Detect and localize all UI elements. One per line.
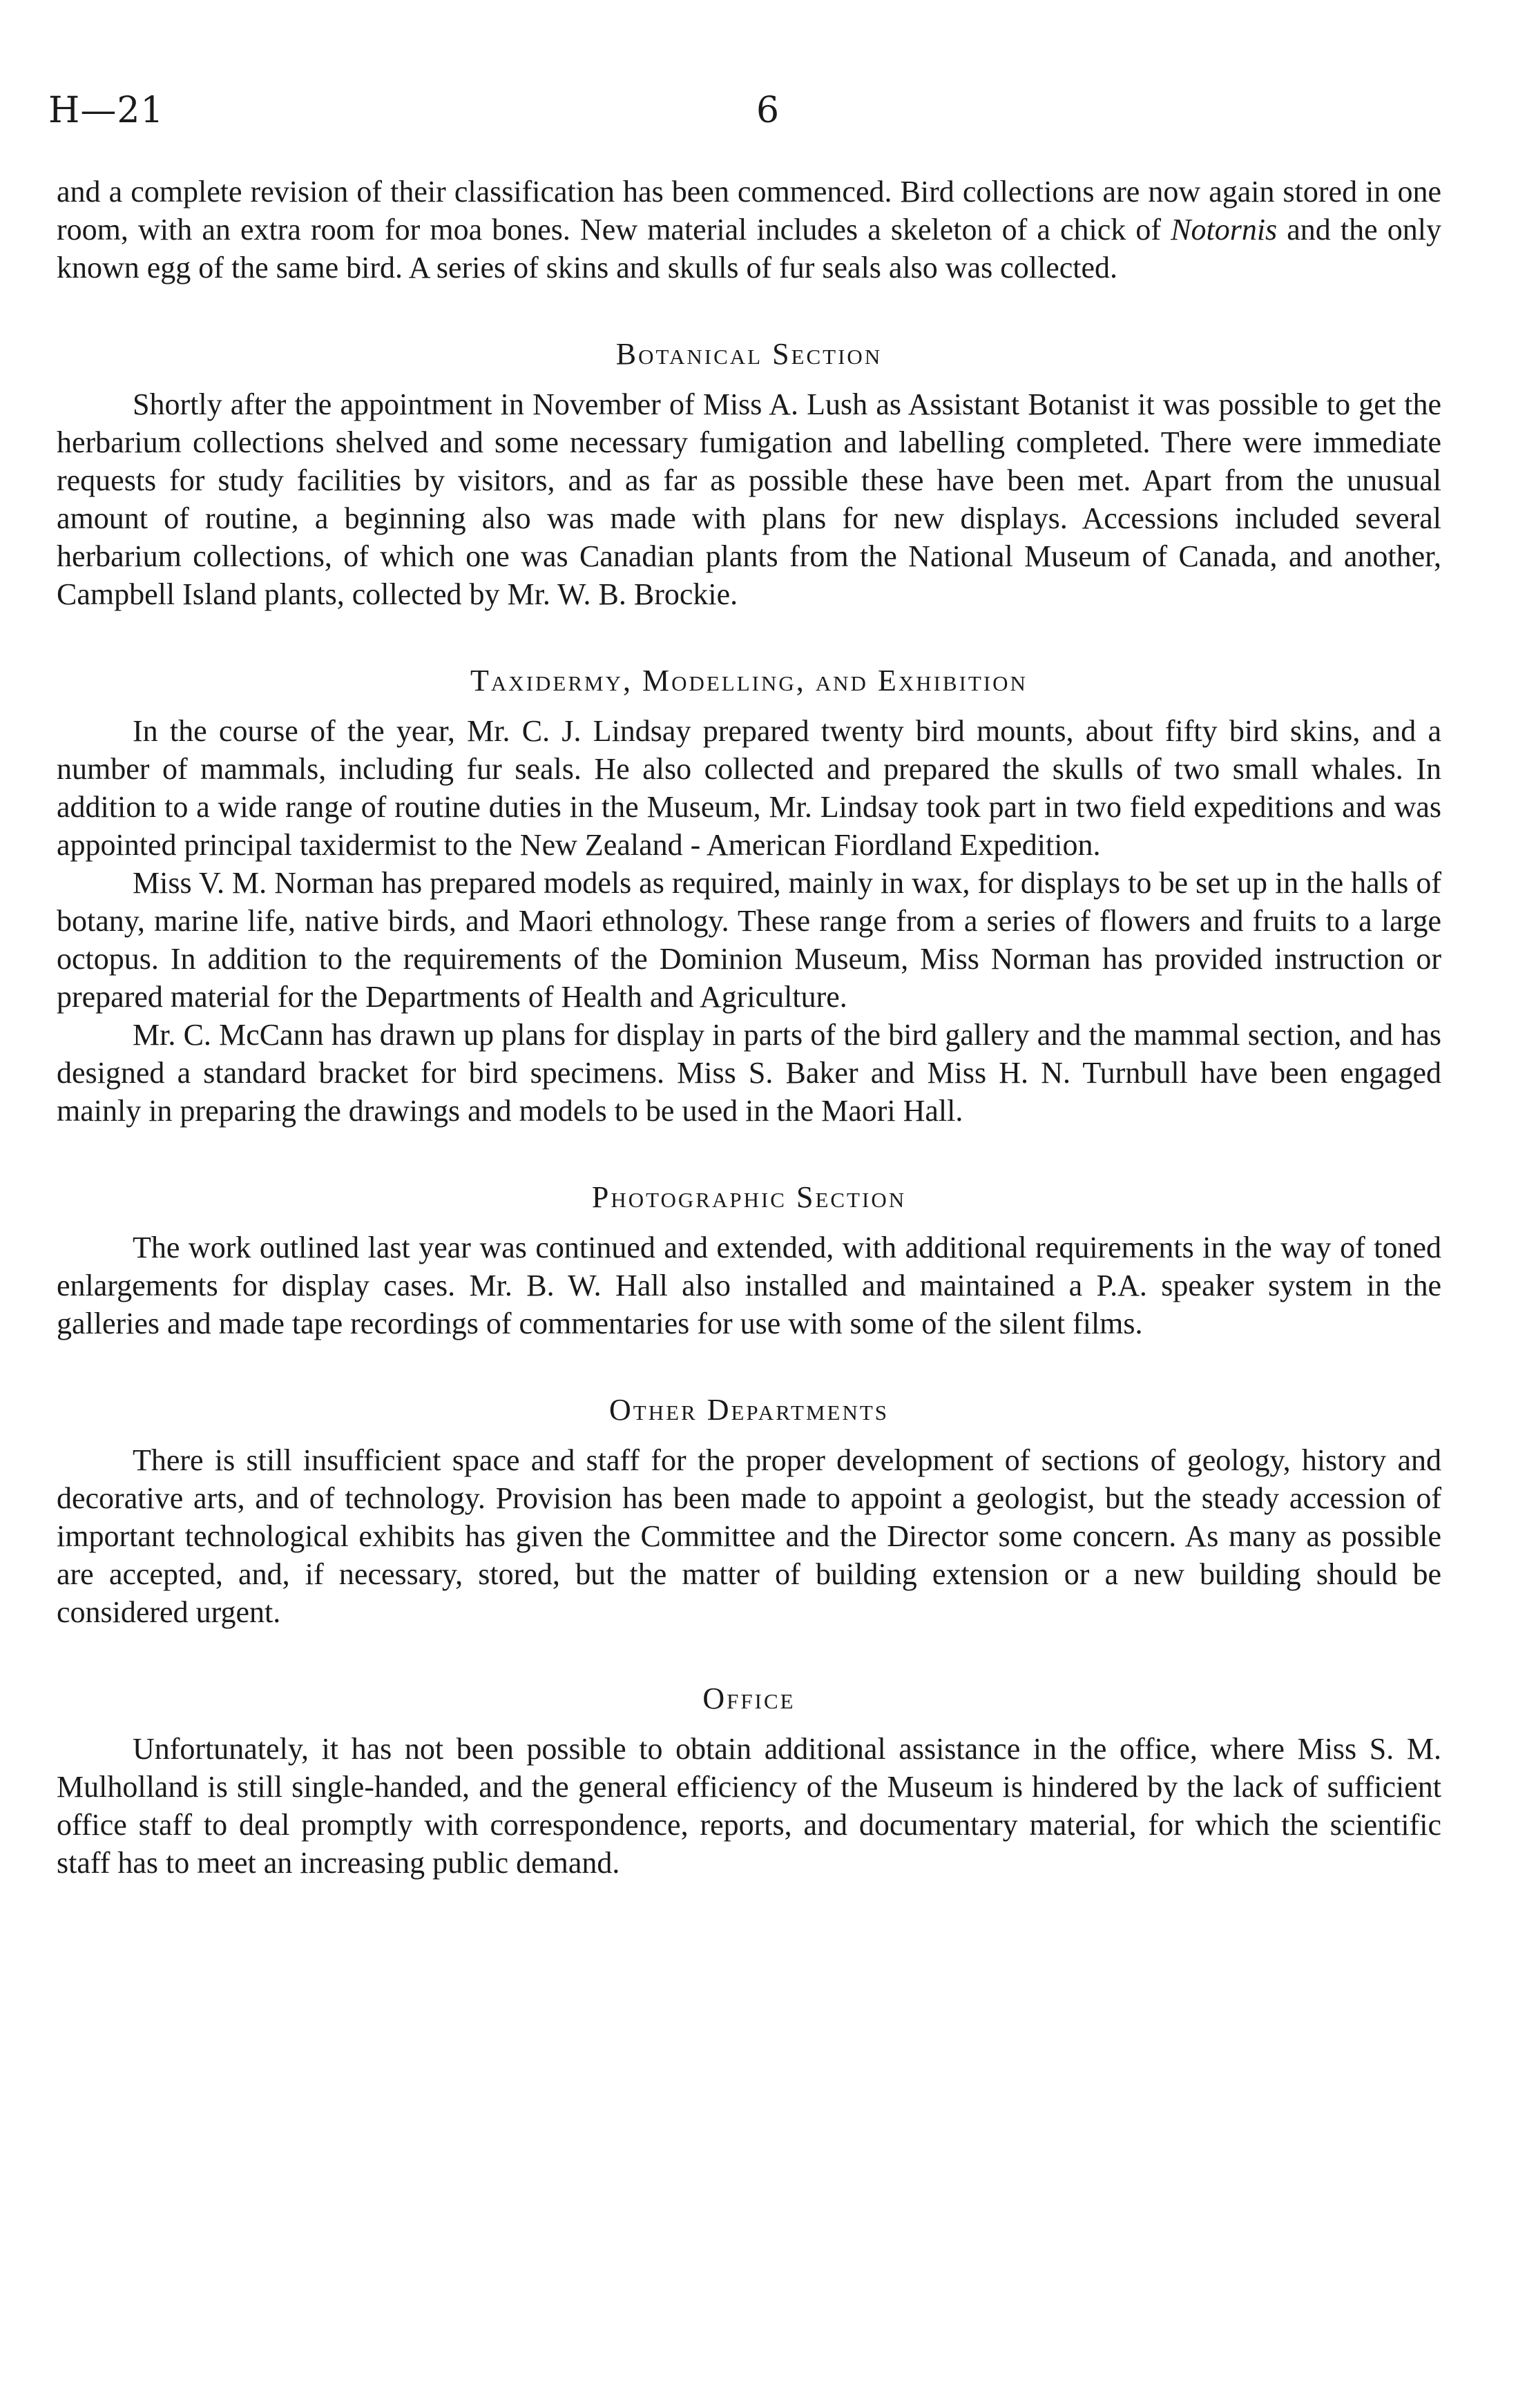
taxidermy-paragraph-3: Mr. C. McCann has drawn up plans for display in parts of the bird gallery and the mammal section, and has designed a standard bracket for bird specimens. Miss S. Baker and Miss H. N. Turnbull have been engaged mainly in preparing the drawings and models to be used in the Maori Hall.: [57, 1018, 1441, 1128]
heading-taxidermy: Taxidermy, Modelling, and Exhibition: [470, 664, 1028, 697]
heading-botanical-section: Botanical Section: [615, 337, 883, 371]
page-number: 6: [756, 90, 780, 131]
italic-species-name: Notornis: [1171, 213, 1278, 247]
office-paragraph: Unfortunately, it has not been possible to obtain additional assistance in the office, where Miss S. M. Mulholland is still single-handed, and the general efficiency of the Museum is hindered by the lack of sufficient office staff to deal promptly with correspondence, reports, and documentary material, for which the scientific staff has to meet an increasing public demand.: [57, 1732, 1441, 1880]
page-body: [57, 173, 1441, 1882]
taxidermy-paragraph-2: Miss V. M. Norman has prepared models as required, mainly in wax, for displays to be set up in the halls of botany, marine life, native birds, and Maori ethnology. These range from a series of flowers and fruits to a large octopus. In addition to the requirements of the Dominion Museum, Miss Norman has provided instruction or prepared material for the Departments of Health and Agriculture.: [57, 866, 1441, 1014]
photographic-paragraph: The work outlined last year was continued and extended, with additional requirements in the way of toned enlargements for display cases. Mr. B. W. Hall also installed and maintained a P.A. speaker system in the galleries and made tape recordings of commentaries for use with some of the silent films.: [57, 1231, 1441, 1340]
other-departments-paragraph: There is still insufficient space and staff for the proper development of sections of geology, history and decorative arts, and of technology. Provision has been made to appoint a geologist, but the steady accession of important technological exhibits has given the Committee and the Director some concern. As many as possible are accepted, and, if necessary, stored, but the matter of building extension or a new building should be considered urgent.: [57, 1443, 1441, 1629]
page-header: [48, 90, 1450, 145]
intro-paragraph: and a complete revision of their classification has been commenced. Bird collections are now again stored in one room, with an extra room for moa bones. New material includes a skeleton of a chick of Notornis and the only known egg of the same bird. A series of skins and skulls of fur seals also was collected.: [57, 175, 1442, 285]
botanical-paragraph: Shortly after the appointment in November of Miss A. Lush as Assistant Botanist it was possible to get the herbarium collections shelved and some necessary fumigation and labelling completed. There were immediate requests for study facilities by visitors, and as far as possible these have been met. Apart from the unusual amount of routine, a beginning also was made with plans for new displays. Accessions included several herbarium collections, of which one was Canadian plants from the National Museum of Canada, and another, Campbell Island plants, collected by Mr. W. B. Brockie.: [57, 387, 1441, 611]
heading-photographic-section: Photographic Section: [591, 1180, 907, 1214]
taxidermy-paragraph-1: In the course of the year, Mr. C. J. Lindsay prepared twenty bird mounts, about fifty bird skins, and a number of mammals, including fur seals. He also collected and prepared the skulls of two small whales. In addition to a wide range of routine duties in the Museum, Mr. Lindsay took part in two field expeditions and was appointed principal taxidermist to the New Zealand - American Fiordland Expedition.: [57, 714, 1441, 862]
document-code: H—21: [48, 90, 164, 131]
heading-office: Office: [702, 1682, 796, 1715]
heading-other-departments: Other Departments: [608, 1393, 890, 1427]
